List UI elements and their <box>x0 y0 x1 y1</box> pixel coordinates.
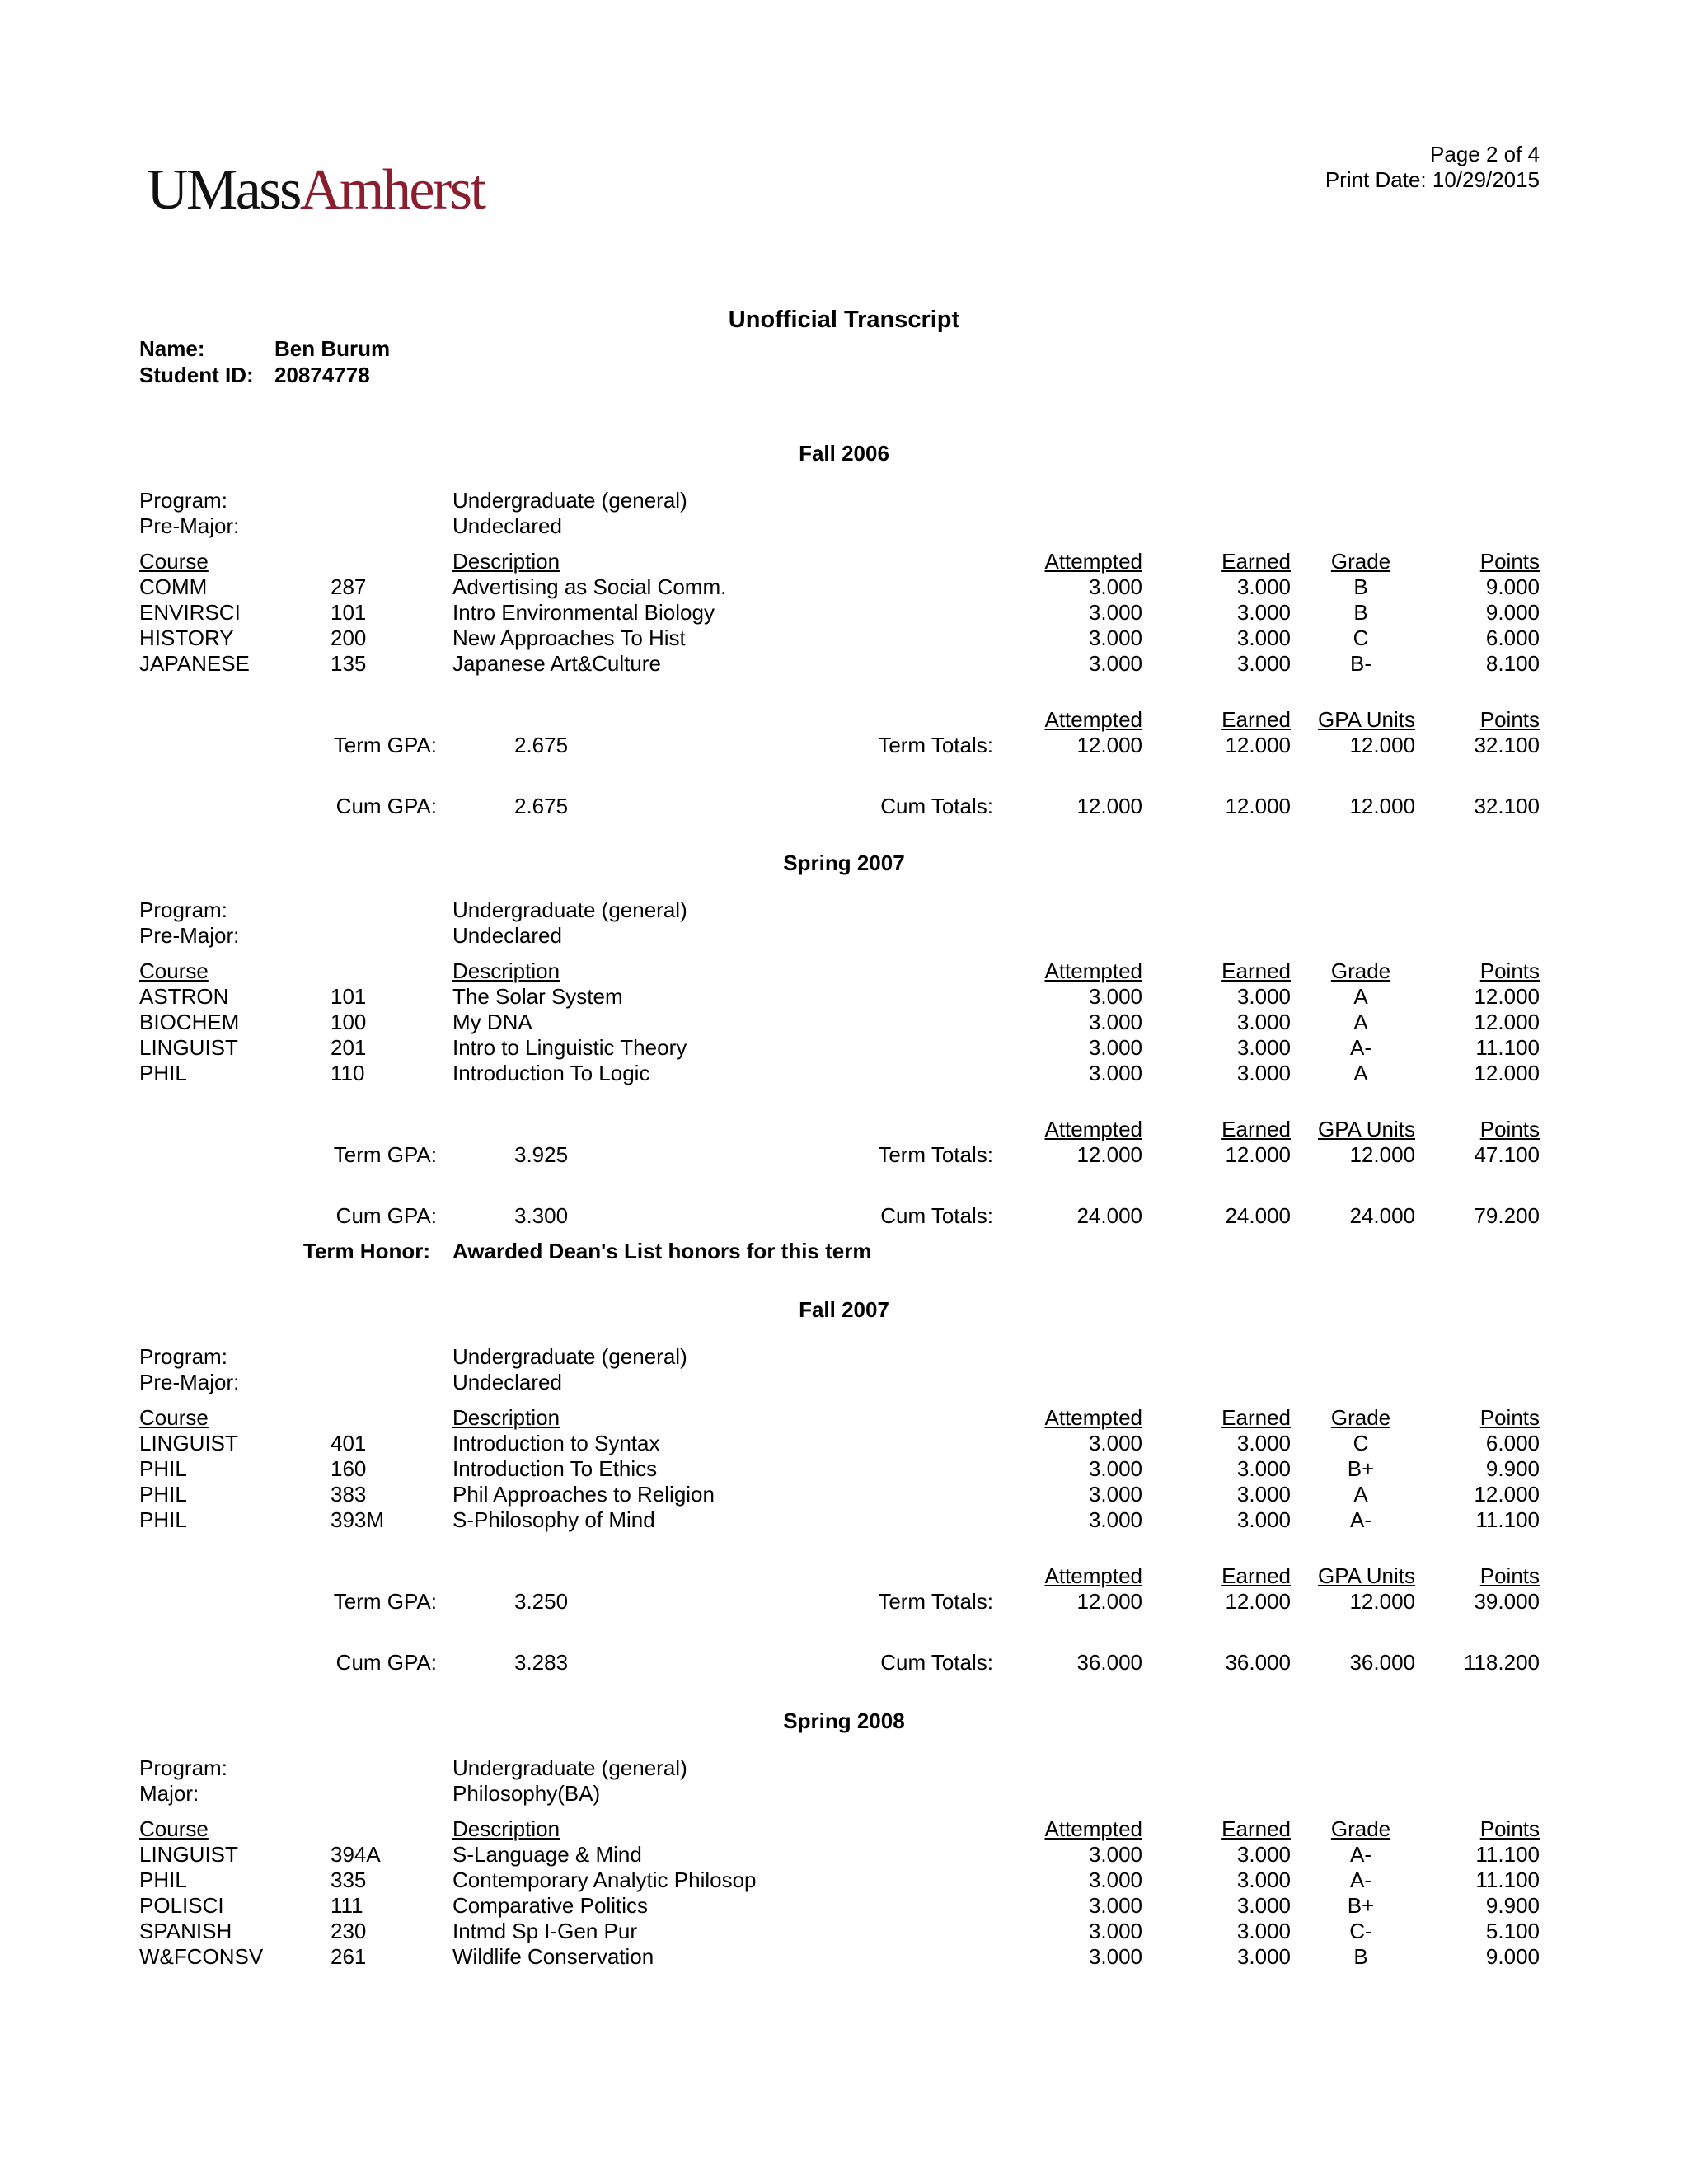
program-label: Program: <box>139 1755 227 1780</box>
plan-value: Undeclared <box>452 513 562 538</box>
course-points: 6.000 <box>1485 1431 1540 1455</box>
course-subject: LINGUIST <box>139 1431 238 1455</box>
cum-totals-label: Cum Totals: <box>880 1650 993 1675</box>
earned-header: Earned <box>1221 549 1291 574</box>
cum-total-attempted: 24.000 <box>1076 1203 1142 1228</box>
course-number: 101 <box>331 600 367 625</box>
term-honor-label: Term Honor: <box>302 1239 430 1263</box>
course-subject: POLISCI <box>139 1893 224 1918</box>
attempted-header: Attempted <box>1044 1405 1142 1430</box>
course-points: 11.100 <box>1475 1868 1540 1892</box>
plan-label: Pre-Major: <box>139 923 240 948</box>
course-attempted: 3.000 <box>1088 1893 1142 1918</box>
cum-total-gpa-units: 24.000 <box>1349 1203 1415 1228</box>
term-honor-value: Awarded Dean's List honors for this term <box>452 1239 872 1263</box>
course-description: My DNA <box>452 1010 532 1034</box>
course-earned: 3.000 <box>1236 1944 1291 1969</box>
course-grade: A <box>1353 1010 1368 1034</box>
cum-total-points: 32.100 <box>1474 794 1540 818</box>
cum-totals-label: Cum Totals: <box>880 1203 993 1228</box>
cum-gpa-value: 3.300 <box>514 1203 569 1228</box>
course-attempted: 3.000 <box>1088 1061 1142 1085</box>
course-points: 9.900 <box>1485 1456 1540 1481</box>
course-grade: B+ <box>1347 1893 1375 1918</box>
student-name: Ben Burum <box>274 336 391 361</box>
course-grade: A <box>1353 1482 1368 1507</box>
course-earned: 3.000 <box>1236 984 1291 1009</box>
description-header: Description <box>452 1405 560 1430</box>
earned-header: Earned <box>1221 1816 1291 1841</box>
course-grade: A <box>1353 984 1368 1009</box>
term-total-gpa-units: 12.000 <box>1349 1589 1415 1614</box>
term-gpa-value: 3.925 <box>514 1142 569 1167</box>
term-total-earned: 12.000 <box>1225 733 1291 757</box>
cum-total-earned: 36.000 <box>1225 1650 1291 1675</box>
program-value: Undergraduate (general) <box>452 1755 687 1780</box>
attempted-header: Attempted <box>1044 958 1142 983</box>
course-attempted: 3.000 <box>1088 1842 1142 1867</box>
name-label: Name: <box>139 336 205 361</box>
cum-total-gpa-units: 12.000 <box>1349 794 1415 818</box>
course-number: 401 <box>331 1431 367 1455</box>
term-totals-label: Term Totals: <box>878 733 993 757</box>
earned-header: Earned <box>1221 1405 1291 1430</box>
course-number: 201 <box>331 1035 367 1060</box>
course-number: 101 <box>331 984 367 1009</box>
course-attempted: 3.000 <box>1088 1507 1142 1532</box>
course-points: 11.100 <box>1475 1507 1540 1532</box>
course-subject: W&FCONSV <box>139 1944 264 1969</box>
term-gpa-value: 2.675 <box>514 733 569 757</box>
cum-total-attempted: 12.000 <box>1076 794 1142 818</box>
course-subject: SPANISH <box>139 1919 232 1943</box>
course-subject: JAPANESE <box>139 651 250 676</box>
course-earned: 3.000 <box>1236 1868 1291 1892</box>
term-totals-label: Term Totals: <box>878 1589 993 1614</box>
grade-header: Grade <box>1330 549 1391 574</box>
course-points: 12.000 <box>1474 984 1540 1009</box>
course-points: 5.100 <box>1485 1919 1540 1943</box>
totals-attempted-header: Attempted <box>1044 707 1142 732</box>
course-description: S-Language & Mind <box>452 1842 642 1867</box>
course-description: Intmd Sp I-Gen Pur <box>452 1919 637 1943</box>
course-points: 9.000 <box>1485 574 1540 599</box>
course-subject: HISTORY <box>139 626 234 650</box>
course-header: Course <box>139 1816 209 1841</box>
course-header: Course <box>139 1405 209 1430</box>
term-total-attempted: 12.000 <box>1076 1589 1142 1614</box>
course-points: 6.000 <box>1485 626 1540 650</box>
term-heading: Spring 2008 <box>783 1708 905 1733</box>
description-header: Description <box>452 549 560 574</box>
course-subject: PHIL <box>139 1868 187 1892</box>
term-total-attempted: 12.000 <box>1076 1142 1142 1167</box>
logo-umass-text: UMass <box>147 158 300 222</box>
totals-attempted-header: Attempted <box>1044 1563 1142 1588</box>
totals-points-header: Points <box>1479 1117 1540 1141</box>
term-total-points: 47.100 <box>1474 1142 1540 1167</box>
course-points: 12.000 <box>1474 1010 1540 1034</box>
earned-header: Earned <box>1221 958 1291 983</box>
program-value: Undergraduate (general) <box>452 488 687 513</box>
plan-label: Major: <box>139 1781 199 1806</box>
cum-gpa-value: 3.283 <box>514 1650 569 1675</box>
course-number: 261 <box>331 1944 367 1969</box>
course-subject: BIOCHEM <box>139 1010 240 1034</box>
course-grade: B+ <box>1347 1456 1375 1481</box>
course-subject: PHIL <box>139 1456 187 1481</box>
course-number: 100 <box>331 1010 367 1034</box>
totals-points-header: Points <box>1479 707 1540 732</box>
course-subject: LINGUIST <box>139 1035 238 1060</box>
course-description: Intro Environmental Biology <box>452 600 715 625</box>
course-earned: 3.000 <box>1236 1482 1291 1507</box>
document-title: Unofficial Transcript <box>728 307 960 333</box>
plan-value: Undeclared <box>452 1370 562 1394</box>
course-grade: C <box>1353 626 1369 650</box>
course-earned: 3.000 <box>1236 1035 1291 1060</box>
course-subject: LINGUIST <box>139 1842 238 1867</box>
course-attempted: 3.000 <box>1088 1431 1142 1455</box>
term-total-earned: 12.000 <box>1225 1142 1291 1167</box>
course-grade: A- <box>1350 1842 1372 1867</box>
course-description: Comparative Politics <box>452 1893 648 1918</box>
course-points: 12.000 <box>1474 1061 1540 1085</box>
attempted-header: Attempted <box>1044 1816 1142 1841</box>
course-number: 335 <box>331 1868 367 1892</box>
course-points: 8.100 <box>1485 651 1540 676</box>
course-number: 393M <box>331 1507 385 1532</box>
term-gpa-label: Term GPA: <box>333 1589 437 1614</box>
course-earned: 3.000 <box>1236 574 1291 599</box>
course-subject: ASTRON <box>139 984 229 1009</box>
course-grade: B <box>1353 574 1368 599</box>
plan-value: Philosophy(BA) <box>452 1781 601 1806</box>
term-gpa-label: Term GPA: <box>333 1142 437 1167</box>
term-total-points: 32.100 <box>1474 733 1540 757</box>
cum-total-attempted: 36.000 <box>1076 1650 1142 1675</box>
cum-gpa-label: Cum GPA: <box>335 794 437 818</box>
cum-gpa-label: Cum GPA: <box>335 1203 437 1228</box>
plan-label: Pre-Major: <box>139 513 240 538</box>
grade-header: Grade <box>1330 1816 1391 1841</box>
totals-earned-header: Earned <box>1221 707 1291 732</box>
student-id-label: Student ID: <box>139 363 254 387</box>
gpa-units-header: GPA Units <box>1317 707 1415 732</box>
course-number: 200 <box>331 626 367 650</box>
course-grade: C- <box>1349 1919 1372 1943</box>
course-description: S-Philosophy of Mind <box>452 1507 655 1532</box>
course-grade: A <box>1353 1061 1368 1085</box>
course-points: 12.000 <box>1474 1482 1540 1507</box>
course-subject: PHIL <box>139 1507 187 1532</box>
course-description: Introduction To Ethics <box>452 1456 658 1481</box>
description-header: Description <box>452 958 560 983</box>
course-number: 135 <box>331 651 367 676</box>
course-description: Intro to Linguistic Theory <box>452 1035 687 1060</box>
course-earned: 3.000 <box>1236 626 1291 650</box>
course-grade: B <box>1353 600 1368 625</box>
course-earned: 3.000 <box>1236 1456 1291 1481</box>
student-id: 20874778 <box>274 363 370 387</box>
course-attempted: 3.000 <box>1088 984 1142 1009</box>
course-description: Advertising as Social Comm. <box>452 574 727 599</box>
course-earned: 3.000 <box>1236 1010 1291 1034</box>
term-total-gpa-units: 12.000 <box>1349 733 1415 757</box>
course-attempted: 3.000 <box>1088 651 1142 676</box>
course-subject: PHIL <box>139 1482 187 1507</box>
term-heading: Fall 2006 <box>799 441 889 466</box>
course-grade: B <box>1353 1944 1368 1969</box>
course-number: 160 <box>331 1456 367 1481</box>
program-label: Program: <box>139 488 227 513</box>
course-grade: A- <box>1350 1507 1372 1532</box>
plan-value: Undeclared <box>452 923 562 948</box>
course-attempted: 3.000 <box>1088 574 1142 599</box>
course-earned: 3.000 <box>1236 1431 1291 1455</box>
course-description: Introduction to Syntax <box>452 1431 660 1455</box>
term-total-points: 39.000 <box>1474 1589 1540 1614</box>
course-grade: A- <box>1350 1035 1372 1060</box>
course-earned: 3.000 <box>1236 1842 1291 1867</box>
course-earned: 3.000 <box>1236 651 1291 676</box>
gpa-units-header: GPA Units <box>1317 1563 1415 1588</box>
course-attempted: 3.000 <box>1088 600 1142 625</box>
cum-gpa-label: Cum GPA: <box>335 1650 437 1675</box>
course-attempted: 3.000 <box>1088 1944 1142 1969</box>
term-gpa-value: 3.250 <box>514 1589 569 1614</box>
cum-totals-label: Cum Totals: <box>880 794 993 818</box>
course-earned: 3.000 <box>1236 1507 1291 1532</box>
points-header: Points <box>1479 958 1540 983</box>
course-attempted: 3.000 <box>1088 1919 1142 1943</box>
points-header: Points <box>1479 1816 1540 1841</box>
course-description: Phil Approaches to Religion <box>452 1482 715 1507</box>
gpa-units-header: GPA Units <box>1317 1117 1415 1141</box>
totals-points-header: Points <box>1479 1563 1540 1588</box>
cum-total-points: 118.200 <box>1463 1650 1540 1675</box>
logo-amherst-text: Amherst <box>299 158 485 222</box>
course-earned: 3.000 <box>1236 1919 1291 1943</box>
course-attempted: 3.000 <box>1088 1010 1142 1034</box>
term-totals-label: Term Totals: <box>878 1142 993 1167</box>
course-header: Course <box>139 549 209 574</box>
course-earned: 3.000 <box>1236 1061 1291 1085</box>
course-points: 11.100 <box>1475 1035 1540 1060</box>
course-number: 230 <box>331 1919 367 1943</box>
course-number: 110 <box>331 1061 365 1085</box>
course-number: 111 <box>331 1893 363 1918</box>
term-gpa-label: Term GPA: <box>333 733 437 757</box>
totals-attempted-header: Attempted <box>1044 1117 1142 1141</box>
course-description: The Solar System <box>452 984 623 1009</box>
course-subject: COMM <box>139 574 208 599</box>
cum-total-earned: 12.000 <box>1225 794 1291 818</box>
course-points: 9.000 <box>1485 1944 1540 1969</box>
course-number: 287 <box>331 574 367 599</box>
program-label: Program: <box>139 898 227 922</box>
course-grade: A- <box>1350 1868 1372 1892</box>
course-points: 9.000 <box>1485 600 1540 625</box>
term-heading: Fall 2007 <box>799 1297 889 1322</box>
program-label: Program: <box>139 1344 227 1369</box>
description-header: Description <box>452 1816 560 1841</box>
course-attempted: 3.000 <box>1088 1482 1142 1507</box>
cum-total-gpa-units: 36.000 <box>1349 1650 1415 1675</box>
term-total-earned: 12.000 <box>1225 1589 1291 1614</box>
course-subject: PHIL <box>139 1061 187 1085</box>
points-header: Points <box>1479 1405 1540 1430</box>
totals-earned-header: Earned <box>1221 1563 1291 1588</box>
term-heading: Spring 2007 <box>783 851 905 875</box>
plan-label: Pre-Major: <box>139 1370 240 1394</box>
course-attempted: 3.000 <box>1088 626 1142 650</box>
cum-gpa-value: 2.675 <box>514 794 569 818</box>
page-number: Page 2 of 4 <box>1430 142 1540 166</box>
course-attempted: 3.000 <box>1088 1456 1142 1481</box>
course-earned: 3.000 <box>1236 600 1291 625</box>
attempted-header: Attempted <box>1044 549 1142 574</box>
course-grade: C <box>1353 1431 1369 1455</box>
course-points: 9.900 <box>1485 1893 1540 1918</box>
course-points: 11.100 <box>1475 1842 1540 1867</box>
points-header: Points <box>1479 549 1540 574</box>
cum-total-points: 79.200 <box>1474 1203 1540 1228</box>
program-value: Undergraduate (general) <box>452 898 687 922</box>
course-number: 383 <box>331 1482 367 1507</box>
course-number: 394A <box>331 1842 381 1867</box>
course-subject: ENVIRSCI <box>139 600 241 625</box>
course-description: Introduction To Logic <box>452 1061 650 1085</box>
grade-header: Grade <box>1330 1405 1391 1430</box>
term-total-attempted: 12.000 <box>1076 733 1142 757</box>
course-description: Wildlife Conservation <box>452 1944 654 1969</box>
course-header: Course <box>139 958 209 983</box>
course-description: Japanese Art&Culture <box>452 651 661 676</box>
course-attempted: 3.000 <box>1088 1868 1142 1892</box>
grade-header: Grade <box>1330 958 1391 983</box>
course-earned: 3.000 <box>1236 1893 1291 1918</box>
cum-total-earned: 24.000 <box>1225 1203 1291 1228</box>
print-date: Print Date: 10/29/2015 <box>1325 167 1540 192</box>
term-total-gpa-units: 12.000 <box>1349 1142 1415 1167</box>
course-attempted: 3.000 <box>1088 1035 1142 1060</box>
course-grade: B- <box>1350 651 1372 676</box>
course-description: Contemporary Analytic Philosop <box>452 1868 757 1892</box>
course-description: New Approaches To Hist <box>452 626 686 650</box>
program-value: Undergraduate (general) <box>452 1344 687 1369</box>
totals-earned-header: Earned <box>1221 1117 1291 1141</box>
